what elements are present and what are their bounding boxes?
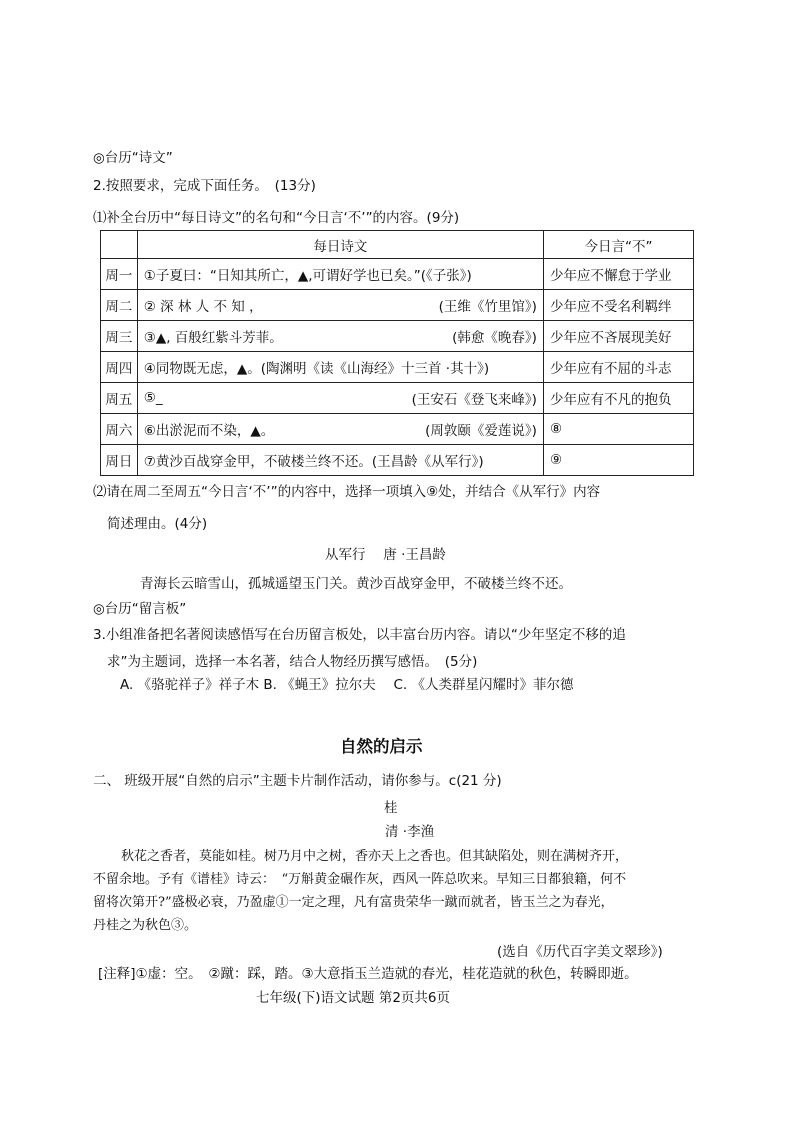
day-cell: 周五 <box>101 383 138 414</box>
table-header-say-no: 今日言“不” <box>543 231 693 259</box>
poetry-calendar-table <box>100 230 694 476</box>
essay-line-1: 秋花之香者，莫能如桂。树乃月中之树，香亦天上之香也。但其缺陷处，则在满树齐开， <box>121 849 629 864</box>
poem-cell <box>137 259 543 290</box>
day-cell: 周二 <box>101 290 138 321</box>
table-header-empty <box>101 231 138 259</box>
table-row <box>101 259 694 290</box>
question-2-line: 2.按照要求，完成下面任务。 (13分) <box>93 178 316 194</box>
poem-line: ④同物既无虑，▲。(陶渊明《读《山海经》十三首 ·其十》) <box>143 361 490 377</box>
poem-cell <box>137 414 543 445</box>
day-cell: 周四 <box>101 352 138 383</box>
table-row <box>101 383 694 414</box>
question-3-options: A. 《骆驼祥子》祥子木 B. 《蝇王》拉尔夫 C. 《人类群星闪耀时》菲尔德 <box>120 677 574 693</box>
say-no-cell: ⑧ <box>543 414 693 445</box>
essay-line-4: 丹桂之为秋色③。 <box>93 918 198 933</box>
poem-line: ⑤_ <box>143 390 163 406</box>
section-heading: 自然的启示 <box>340 737 423 756</box>
poem-cell <box>137 321 543 352</box>
poem-title: 从军行 唐 ·王昌龄 <box>325 547 446 563</box>
table-row <box>101 414 694 445</box>
say-no-cell: 少年应不懈怠于学业 <box>543 259 693 290</box>
day-cell: 周一 <box>101 259 138 290</box>
question-3-line2: 求”为主题词，选择一本名著，结合人物经历撰写感悟。 (5分) <box>107 654 478 670</box>
essay-line-2: 不留余地。予有《谱桂》诗云： “万斛黄金碾作灰，西风一阵总吹来。早知三日都狼籍，何不 <box>93 872 627 887</box>
poem-line: ⑦黄沙百战穿金甲，不破楼兰终不还。(王昌龄《从军行》) <box>143 454 484 470</box>
poem-line: ⑥出淤泥而不染，▲。 <box>143 423 275 439</box>
poem-cell <box>137 383 543 414</box>
poem-body: 青海长云暗雪山，孤城遥望玉门关。黄沙百战穿金甲，不破楼兰终不还。 <box>140 576 572 592</box>
day-cell: 周六 <box>101 414 138 445</box>
poem-source: (韩愈《晚春》) <box>452 330 537 346</box>
poem-source: (王维《竹里馆》) <box>438 299 537 315</box>
say-no-cell: 少年应有不凡的抱负 <box>543 383 693 414</box>
classical-poem-author: 清 ·李渔 <box>385 824 435 840</box>
question-2-sub1: ⑴补全台历中“每日诗文”的名句和“今日言‘不’”的内容。(9分) <box>93 210 460 226</box>
essay-note: [注释]①虚：空。 ②蹴：踩，踏。③大意指玉兰造就的春光，桂花造就的秋色，转瞬即逝。 <box>98 966 638 982</box>
poem-source: (王安石《登飞来峰》) <box>411 392 537 408</box>
table-row <box>101 352 694 383</box>
say-no-cell: 少年应不吝展现美好 <box>543 321 693 352</box>
table-header-row <box>101 231 694 259</box>
day-cell: 周三 <box>101 321 138 352</box>
page-footer: 七年级(下)语文试题 第2页共6页 <box>256 990 451 1006</box>
poem-line: ② 深 林 人 不 知 ， <box>143 299 263 315</box>
section-title-message-board: ◎台历“留言板” <box>93 601 187 617</box>
poem-cell <box>137 290 543 321</box>
section-title-poetry: ◎台历“诗文” <box>93 150 173 166</box>
table-row <box>101 290 694 321</box>
essay-line-3: 留将次第开?”盛极必衰，乃盈虚①一定之理，凡有富贵荣华一蹴而就者，皆玉兰之为春光， <box>93 895 614 910</box>
poem-line: ③▲, 百般红紫斗芳菲。 <box>143 330 283 346</box>
part-2-intro: 二、 班级开展“自然的启示”主题卡片制作活动，请你参与。c(21 分) <box>93 773 502 789</box>
poem-cell <box>137 352 543 383</box>
poem-line: ①子夏曰：“日知其所亡，▲,可谓好学也已矣。”(《子张》) <box>143 268 472 284</box>
question-2-sub2-line1: ⑵请在周二至周五“今日言‘不’”的内容中，选择一项填入⑨处，并结合《从军行》内容 <box>93 484 601 500</box>
day-cell: 周日 <box>101 445 138 476</box>
classical-poem-title: 桂 <box>384 800 398 816</box>
poem-cell <box>137 445 543 476</box>
table-header-poetry: 每日诗文 <box>137 231 543 259</box>
say-no-cell: 少年应不受名利羁绊 <box>543 290 693 321</box>
essay-source: (选自《历代百字美文翠珍》) <box>497 944 663 960</box>
table-row <box>101 445 694 476</box>
question-3-line1: 3.小组准备把名著阅读感悟写在台历留言板处，以丰富台历内容。请以“少年坚定不移的追 <box>93 627 626 643</box>
question-2-sub2-line2: 简述理由。(4分) <box>107 516 208 532</box>
say-no-cell: 少年应有不屈的斗志 <box>543 352 693 383</box>
poem-source: (周敦颐《爱莲说》) <box>425 423 537 439</box>
say-no-cell: ⑨ <box>543 445 693 476</box>
table-row <box>101 321 694 352</box>
